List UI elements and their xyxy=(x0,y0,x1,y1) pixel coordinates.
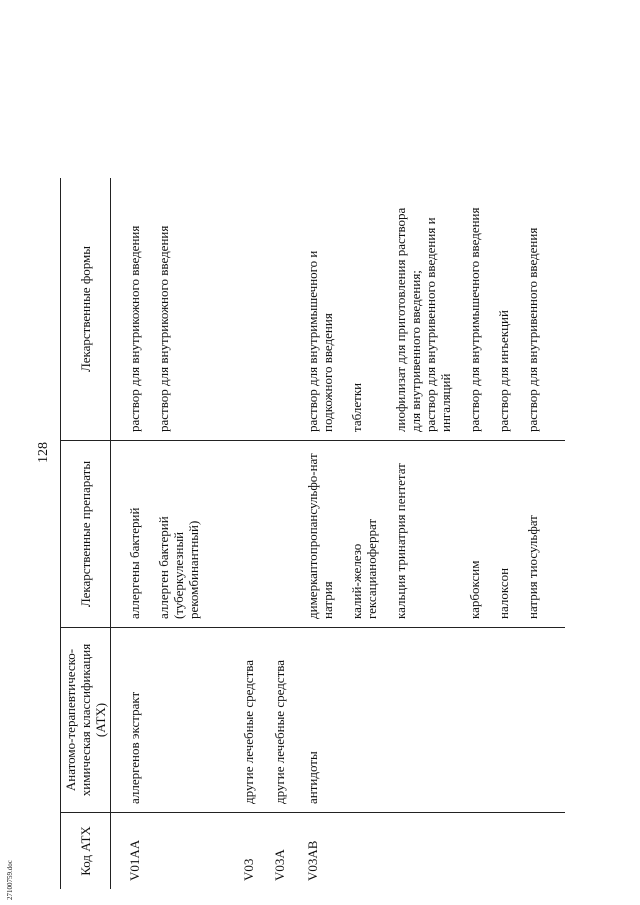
cell-form: таблетки xyxy=(335,178,379,441)
cell-code: V03 xyxy=(240,858,256,881)
table-row xyxy=(127,178,142,889)
cell-code xyxy=(482,813,511,890)
cell-code: V03A xyxy=(271,849,287,881)
cell-form-secondary: раствор для внутривенного введения и ингаляций xyxy=(422,217,453,432)
cell-code: V03AB xyxy=(304,840,320,881)
cell-code xyxy=(453,813,482,890)
cell-drug: налоксон xyxy=(482,441,511,628)
cell-classification: другие лечебные средства xyxy=(201,628,256,813)
cell-code xyxy=(335,813,379,890)
atx-table xyxy=(60,178,565,889)
cell-drug xyxy=(256,441,287,628)
spacer-row xyxy=(111,178,127,889)
table-row xyxy=(482,178,511,889)
table-row xyxy=(142,178,201,889)
table-header-row xyxy=(61,178,111,889)
sheet-code: 27100759.doc xyxy=(6,860,14,900)
cell-classification xyxy=(453,628,482,813)
cell-code: V01AA xyxy=(126,839,142,881)
cell-drug xyxy=(201,441,256,628)
cell-form-group xyxy=(379,178,453,441)
cell-drug: карбоксим xyxy=(453,441,482,628)
cell-drug: калий-железо гексацианоферрат xyxy=(335,441,379,628)
page-number: 128 xyxy=(36,442,51,463)
cell-code xyxy=(142,813,201,890)
cell-form: раствор для внутримышечного введения xyxy=(453,178,482,441)
cell-drug: димеркаптопропансульфо-нат натрия xyxy=(287,441,335,628)
header-classification: Анатомо-терапевтическо-химическая классификация (АТХ) xyxy=(61,628,111,813)
table-row xyxy=(256,178,287,889)
cell-drug: аллергены бактерий xyxy=(127,441,142,628)
cell-form: раствор для внутрикожного введения xyxy=(142,178,201,441)
header-forms: Лекарственные формы xyxy=(61,178,111,441)
cell-code xyxy=(379,813,453,890)
cell-drug: кальция тринатрия пентетат xyxy=(379,441,453,628)
cell-classification: другие лечебные средства xyxy=(256,628,287,813)
cell-form: раствор для внутрикожного введения xyxy=(127,178,142,441)
cell-form: раствор для внутривенного введения xyxy=(511,178,565,441)
cell-form: раствор для внутримышечного и подкожного введения xyxy=(287,178,335,441)
cell-form: раствор для инъекций xyxy=(482,178,511,441)
cell-form: лиофилизат для приготовления раствора для внутривенного введения; xyxy=(392,207,423,432)
cell-form xyxy=(256,178,287,441)
cell-drug: аллерген бактерий (туберкулезный рекомбинантный) xyxy=(142,441,201,628)
table-row xyxy=(511,178,565,889)
table-row xyxy=(287,178,335,889)
cell-classification: аллергенов экстракт xyxy=(127,628,142,813)
cell-classification: антидоты xyxy=(287,628,335,813)
cell-classification xyxy=(379,628,453,813)
cell-classification xyxy=(142,628,201,813)
table-row xyxy=(335,178,379,889)
cell-drug: натрия тиосульфат xyxy=(511,441,565,628)
table-row xyxy=(453,178,482,889)
cell-classification xyxy=(335,628,379,813)
header-code: Код АТХ xyxy=(61,813,111,890)
cell-classification xyxy=(511,628,565,813)
cell-classification xyxy=(482,628,511,813)
table-row xyxy=(201,178,256,889)
cell-form xyxy=(201,178,256,441)
table-row xyxy=(379,178,453,889)
cell-code xyxy=(511,813,565,890)
header-drugs: Лекарственные препараты xyxy=(61,441,111,628)
